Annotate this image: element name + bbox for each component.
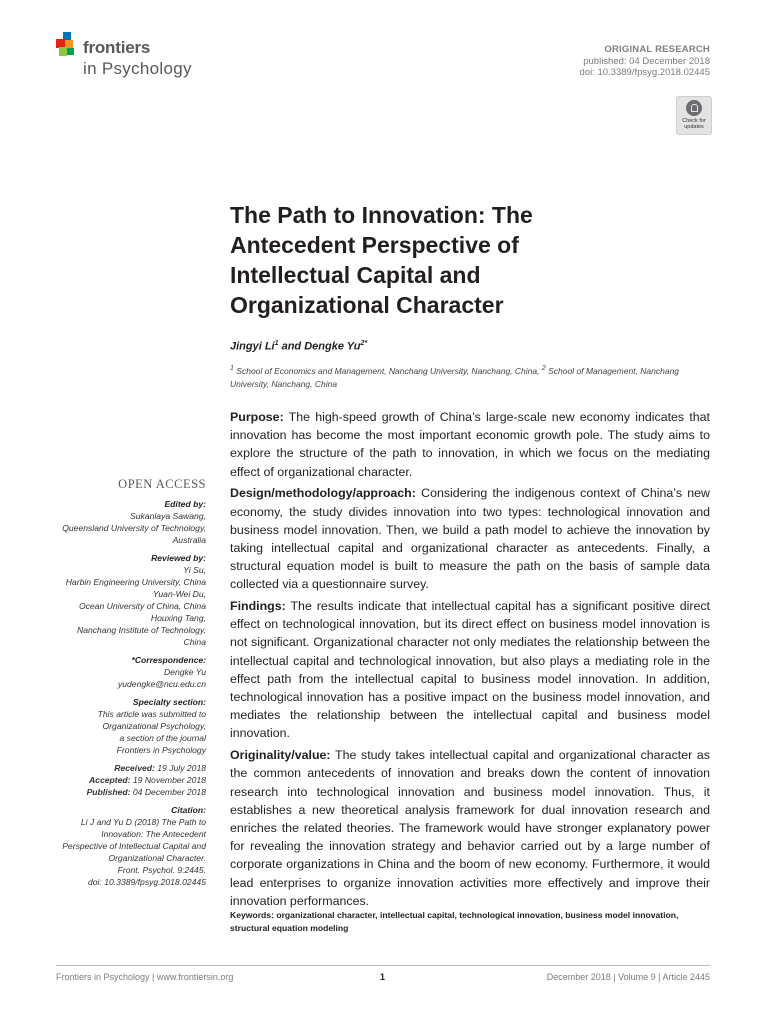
specialty-line: a section of the journal <box>119 733 206 743</box>
originality-text: The study takes intellectual capital and organizational character as the common antecedents of innovation and breaks down the content of innovation research into technological innovation and business model innovation. Thus, it establishes a new theoretical analysis framework for dual innovation research and enriches the related theories. The framework would have stronger explanatory power for revealing the innovation strategy and behavior carried out by a large number of corporate organizations in China and the boom of new economy. Furthermore, it would lead enterprises to organize innovation activities more effectively and improve their innovation performances. <box>230 748 710 908</box>
doi[interactable]: doi: 10.3389/fpsyg.2018.02445 <box>579 67 710 78</box>
article-title: The Path to Innovation: The Antecedent Perspective of Intellectual Capital and Organizational Character <box>230 202 533 318</box>
editor-line: Queensland University of Technology, <box>62 523 206 533</box>
specialty-line: Organizational Psychology, <box>102 721 206 731</box>
reviewer-line: Harbin Engineering University, China <box>65 577 206 587</box>
keywords: Keywords: organizational character, intellectual capital, technological innovation, business model innovation, structural equation modeling <box>230 910 679 933</box>
abstract-purpose <box>230 408 710 481</box>
author-list <box>230 340 367 353</box>
reviewed-by-label: Reviewed by: <box>151 553 206 563</box>
affil-text: School of Management, Nanchang University, Nanchang, China <box>230 365 680 389</box>
journal-name-line1: frontiers <box>83 38 151 57</box>
journal-name-line2: in Psychology <box>83 59 192 78</box>
originality-label: Originality/value: <box>230 748 331 763</box>
abstract-originality <box>230 746 710 910</box>
open-access-label: OPEN ACCESS <box>118 477 206 491</box>
affil-sup: 2 <box>541 364 546 372</box>
citation-doi[interactable]: doi: 10.3389/fpsyg.2018.02445 <box>87 877 206 887</box>
footer-issue-info: December 2018 | Volume 9 | Article 2445 <box>546 972 710 982</box>
citation-line: Li J and Yu D (2018) The Path to <box>80 817 206 827</box>
correspondence-email[interactable]: yudengke@ncu.edu.cn <box>117 679 206 689</box>
article-type: ORIGINAL RESEARCH <box>604 44 710 55</box>
accepted-value: 19 November 2018 <box>130 775 206 785</box>
published-date-sidebar <box>36 786 206 798</box>
check-updates-icon <box>686 100 702 116</box>
received-value: 19 July 2018 <box>154 763 206 773</box>
reviewer-line: Ocean University of China, China <box>78 601 206 611</box>
journal-logo[interactable] <box>56 32 216 80</box>
specialty-line: Frontiers in Psychology <box>116 745 206 755</box>
reviewer-line: Yi Su, <box>183 565 206 575</box>
citation-line: Organizational Character. <box>108 853 206 863</box>
affil-sup: 1 <box>230 364 234 372</box>
edited-by-label: Edited by: <box>164 499 206 509</box>
author-name[interactable]: Jingyi Li <box>230 340 275 353</box>
citation-label: Citation: <box>171 805 206 815</box>
design-text: Considering the indigenous context of China’s new economy, the study divides innovation into two types: technological innovation and business model innovation. Then, we build a path model to achieve the innovation by taking intellectual capital and organizational character as antecedents. Finally, a structural equation model is built to measure the path on the basis of sample data collected via a questionnaire survey. <box>230 486 710 592</box>
editor-line: Sukanlaya Sawang, <box>130 511 206 521</box>
abstract-findings <box>230 597 710 743</box>
footer-divider <box>56 965 710 966</box>
published-label: Published: <box>86 787 131 797</box>
received-date <box>36 762 206 774</box>
design-label: Design/methodology/approach: <box>230 486 416 501</box>
page-number: 1 <box>380 972 386 982</box>
editor-line: Australia <box>172 535 206 545</box>
published-date: published: 04 December 2018 <box>583 55 710 67</box>
published-value: 04 December 2018 <box>130 787 206 797</box>
purpose-text: The high-speed growth of China’s large-scale new economy indicates that innovation has become the most important economic growth pole. The study aims to explore the structure of the path to innovation, in which we focus on the mediating effect of organizational character. <box>230 410 710 479</box>
frontiers-logo-icon <box>56 32 82 62</box>
abstract <box>230 408 710 913</box>
article-meta <box>580 44 710 79</box>
citation-line: Innovation: The Antecedent <box>101 829 206 839</box>
article-info-sidebar <box>36 478 206 888</box>
affiliations <box>230 362 710 391</box>
author-sup: 2* <box>360 340 368 347</box>
affil-text: School of Economics and Management, Nanchang University, Nanchang, China, <box>233 365 542 376</box>
abstract-design <box>230 484 710 593</box>
author-name[interactable]: Dengke Yu <box>304 340 361 353</box>
citation-line: Front. Psychol. 9:2445. <box>117 865 206 875</box>
check-for-updates-button[interactable] <box>676 96 712 135</box>
reviewer-line: Nanchang Institute of Technology, <box>77 625 206 635</box>
findings-text: The results indicate that intellectual capital has a significant positive direct effect on technological innovation, but its direct effect on business model innovation is not significant. Organizational character not only mediates the relationship between the intellectual capital and technological innovation, but also plays a mediating role in the effect path from the intellectual capital to business model innovation. In addition, technological innovation has a positive impact on the business model innovation, and mediates the relationship between the intellectual capital and business model innovation. <box>230 599 710 741</box>
correspondence-name: Dengke Yu <box>163 667 206 677</box>
check-updates-label: Check for updates <box>682 118 706 130</box>
correspondence-label: *Correspondence: <box>131 655 206 665</box>
footer-journal-link[interactable]: Frontiers in Psychology | www.frontiersin.org <box>56 972 234 982</box>
accepted-label: Accepted: <box>88 775 131 785</box>
reviewer-line: Houxing Tang, <box>150 613 206 623</box>
specialty-section-label: Specialty section: <box>132 697 206 707</box>
accepted-date <box>36 774 206 786</box>
author-connector: and <box>278 340 305 353</box>
reviewer-line: Yuan-Wei Du, <box>152 589 206 599</box>
received-label: Received: <box>114 763 155 773</box>
author-sup: 1 <box>274 340 279 347</box>
reviewer-line: China <box>183 637 206 647</box>
findings-label: Findings: <box>230 599 286 614</box>
specialty-line: This article was submitted to <box>97 709 206 719</box>
citation-line: Perspective of Intellectual Capital and <box>62 841 206 851</box>
purpose-label: Purpose: <box>230 410 284 424</box>
